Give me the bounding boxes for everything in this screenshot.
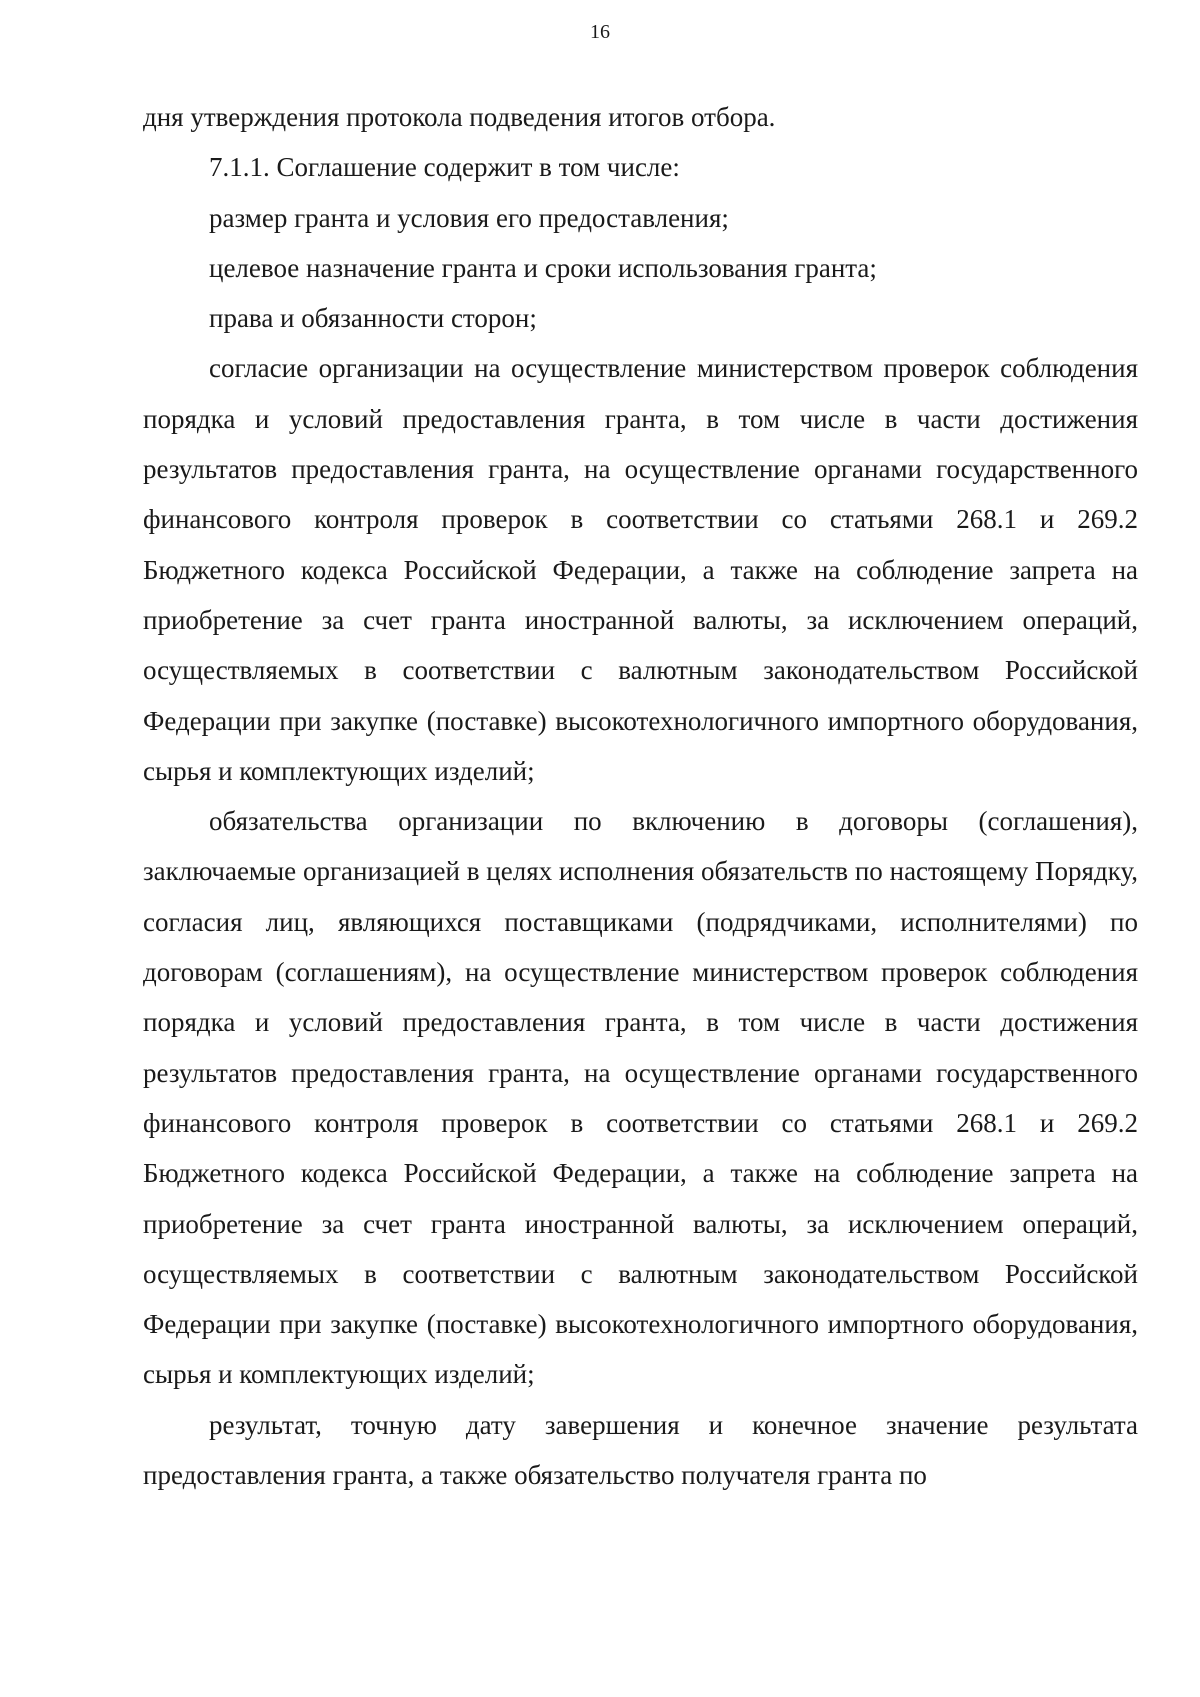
paragraph-list-item: согласие организации на осуществление министерством проверок соблюдения порядка и условий предоставления гранта, в том числе в части достижения результатов предоставления гранта, на осуществление органами государственного финансового контроля проверок в соответствии со статьями 268.1 и 269.2 Бюджетного кодекса Российской Федерации, а также на соблюдение запрета на приобретение за счет гранта иностранной валюты, за исключением операций, осуществляемых в соответствии с валютным законодательством Российской Федерации при закупке (поставке) высокотехнологичного импортного оборудования, сырья и комплектующих изделий; — [143, 353, 1138, 786]
page-number: 16 — [590, 21, 610, 43]
paragraph-clause-heading: 7.1.1. Соглашение содержит в том числе: — [209, 152, 680, 183]
paragraph-list-item: размер гранта и условия его предоставления; — [209, 202, 729, 233]
document-body — [143, 92, 1138, 1500]
paragraph-continuation: дня утверждения протокола подведения итогов отбора. — [143, 102, 776, 132]
paragraph-list-item: целевое назначение гранта и сроки использования гранта; — [209, 252, 877, 283]
paragraph-list-item: результат, точную дату завершения и конечное значение результата предоставления гранта, а также обязательство получателя гранта по — [143, 1409, 1138, 1491]
paragraph-list-item: обязательства организации по включению в договоры (соглашения), заключаемые организацией в целях исполнения обязательств по настоящему Порядку, согласия лиц, являющихся поставщиками (подрядчиками, исполнителями) по договорам (соглашениям), на осуществление министерством проверок соблюдения порядка и условий предоставления гранта, в том числе в части достижения результатов предоставления гранта, на осуществление органами государственного финансового контроля проверок в соответствии со статьями 268.1 и 269.2 Бюджетного кодекса Российской Федерации, а также на соблюдение запрета на приобретение за счет гранта иностранной валюты, за исключением операций, осуществляемых в соответствии с валютным законодательством Российской Федерации при закупке (поставке) высокотехнологичного импортного оборудования, сырья и комплектующих изделий; — [143, 806, 1138, 1390]
paragraph-list-item: права и обязанности сторон; — [209, 303, 537, 334]
